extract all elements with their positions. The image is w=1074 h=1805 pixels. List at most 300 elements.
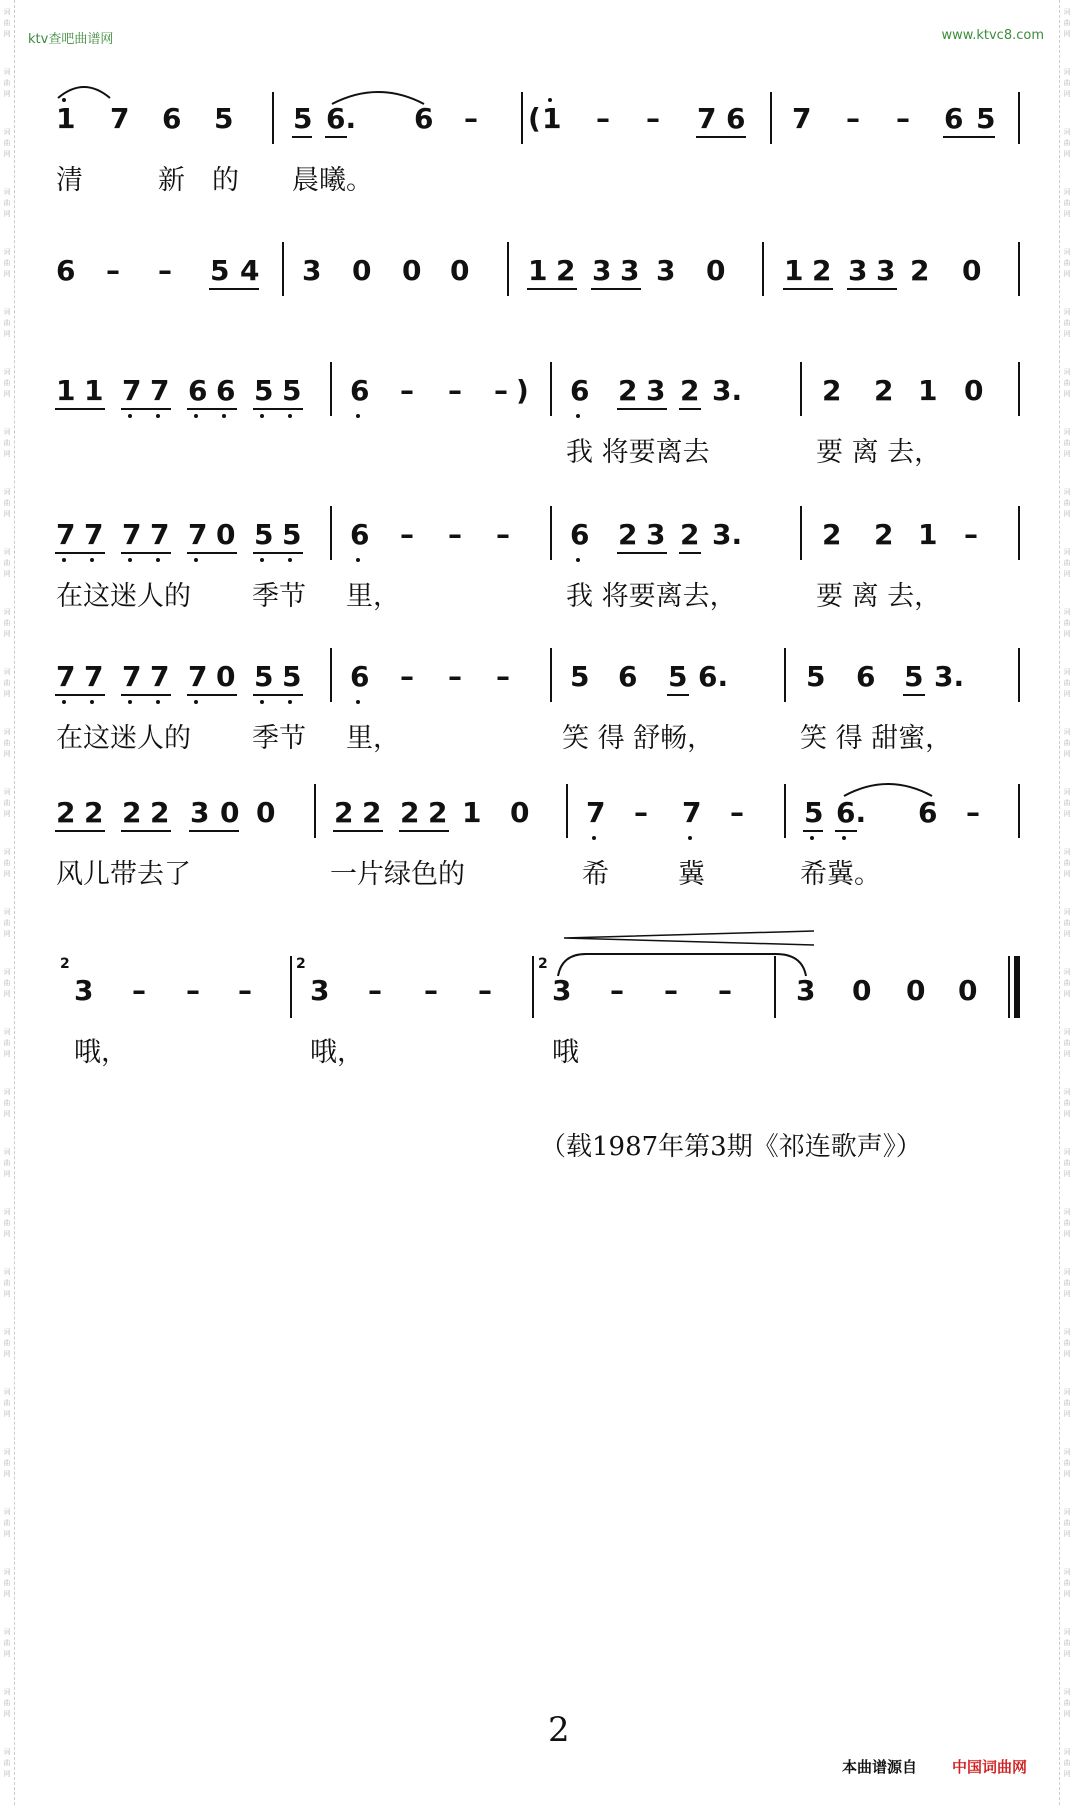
dash: – [478, 974, 492, 1007]
watermark-glyph: 词 [1063, 1748, 1071, 1756]
lyric: 一片绿色的 [330, 859, 465, 890]
watermark-glyph: 词 [1063, 968, 1071, 976]
watermark-glyph: 曲 [1063, 1339, 1071, 1347]
watermark-glyph: 网 [1063, 30, 1071, 38]
watermark-glyph: 词 [1063, 608, 1071, 616]
watermark-glyph: 网 [3, 570, 11, 578]
bar-line [290, 956, 292, 1018]
note: 3 [190, 796, 210, 829]
note: 1 [56, 102, 76, 135]
watermark-glyph: 网 [3, 1530, 11, 1538]
dash: – [106, 254, 120, 287]
watermark-glyph: 曲 [1063, 139, 1071, 147]
dash: – [368, 974, 382, 1007]
lyric: 在这迷人的 [56, 723, 191, 754]
watermark-glyph: 词 [3, 68, 11, 76]
watermark-glyph: 词 [3, 188, 11, 196]
dash: – [718, 974, 732, 1007]
note: 5 [804, 796, 824, 829]
note: 6 [570, 374, 590, 407]
watermark-glyph: 网 [3, 30, 11, 38]
note: 7 [188, 518, 208, 551]
watermark-glyph: 曲 [1063, 199, 1071, 207]
underline [617, 408, 667, 410]
note: 7 [84, 518, 104, 551]
bar-line [784, 784, 786, 838]
note: 6 [570, 518, 590, 551]
note: 2 [680, 374, 700, 407]
note: 0 [216, 660, 236, 693]
note: 6 [350, 518, 370, 551]
note: 2 [874, 374, 894, 407]
note: 5 [214, 102, 234, 135]
final-bar-thick [1014, 956, 1020, 1018]
watermark-glyph: 词 [1063, 548, 1071, 556]
note: 3. [934, 660, 965, 693]
note: 2 [618, 518, 638, 551]
note: 7 [110, 102, 130, 135]
low-dot [62, 700, 66, 704]
lyric: 清 [56, 165, 83, 196]
watermark-glyph: 曲 [1063, 1039, 1071, 1047]
note: 2 [56, 796, 76, 829]
dash: – [664, 974, 678, 1007]
lyric: 哦， [74, 1037, 128, 1068]
watermark-glyph: 曲 [3, 1219, 11, 1227]
note: 0 [852, 974, 872, 1007]
note: 6 [216, 374, 236, 407]
note: 3 [592, 254, 612, 287]
underline [783, 288, 833, 290]
note: 0 [964, 374, 984, 407]
note: 2 [812, 254, 832, 287]
watermark-glyph: 网 [1063, 330, 1071, 338]
watermark-glyph: 曲 [3, 19, 11, 27]
lyric: 季节 [252, 723, 306, 754]
footer-source-site[interactable]: 中国词曲网 [952, 1758, 1028, 1776]
bar-line [762, 242, 764, 296]
watermark-glyph: 词 [1063, 368, 1071, 376]
watermark-glyph: 网 [1063, 990, 1071, 998]
watermark-glyph: 词 [3, 1328, 11, 1336]
dash: – [400, 518, 414, 551]
watermark-glyph: 网 [3, 1230, 11, 1238]
low-dot [288, 414, 292, 418]
underline [121, 552, 171, 554]
note: 0 [706, 254, 726, 287]
watermark-glyph: 曲 [1063, 259, 1071, 267]
watermark-glyph: 词 [1063, 1628, 1071, 1636]
note: 7 [792, 102, 812, 135]
watermark-glyph: 曲 [3, 259, 11, 267]
watermark-glyph: 曲 [3, 1399, 11, 1407]
watermark-glyph: 网 [3, 150, 11, 158]
bar-line [774, 956, 776, 1018]
watermark-glyph: 词 [1063, 788, 1071, 796]
note: 2 [428, 796, 448, 829]
watermark-glyph: 词 [3, 1448, 11, 1456]
note: 2 [556, 254, 576, 287]
note: 7 [56, 518, 76, 551]
underline [253, 408, 303, 410]
underline [189, 830, 239, 832]
note: 6. [326, 102, 357, 135]
note: 6 [56, 254, 76, 287]
watermark-glyph: 词 [3, 848, 11, 856]
watermark-glyph: 网 [1063, 1530, 1071, 1538]
watermark-glyph: 曲 [1063, 79, 1071, 87]
header-left-site[interactable]: ktv查吧曲谱网 [28, 32, 114, 47]
watermark-glyph: 网 [1063, 1470, 1071, 1478]
watermark-glyph: 曲 [3, 1519, 11, 1527]
watermark-glyph: 词 [3, 8, 11, 16]
watermark-glyph: 词 [1063, 1268, 1071, 1276]
note: 5 [570, 660, 590, 693]
watermark-glyph: 词 [3, 428, 11, 436]
dash: – [496, 660, 510, 693]
lyric: 在这迷人的 [56, 581, 191, 612]
low-dot [156, 558, 160, 562]
watermark-glyph: 曲 [1063, 1759, 1071, 1767]
watermark-glyph: 曲 [3, 199, 11, 207]
watermark-glyph: 网 [3, 1710, 11, 1718]
watermark-glyph: 词 [1063, 1088, 1071, 1096]
low-dot [576, 414, 580, 418]
note: 2 [822, 374, 842, 407]
watermark-glyph: 网 [1063, 570, 1071, 578]
note: 2 [362, 796, 382, 829]
underline [835, 830, 857, 832]
watermark-glyph: 曲 [1063, 919, 1071, 927]
note: 3 [302, 254, 322, 287]
watermark-glyph: 词 [3, 128, 11, 136]
lyric: 的 [212, 165, 239, 196]
note: 5 [904, 660, 924, 693]
watermark-glyph: 曲 [3, 1579, 11, 1587]
low-dot [288, 558, 292, 562]
watermark-glyph: 曲 [3, 79, 11, 87]
dash: – [646, 102, 660, 135]
watermark-glyph: 网 [1063, 1770, 1071, 1778]
watermark-glyph: 曲 [1063, 799, 1071, 807]
note: 2 [822, 518, 842, 551]
note: 3 [646, 518, 666, 551]
note: 7 [122, 660, 142, 693]
watermark-glyph: 词 [1063, 1388, 1071, 1396]
note: 3 [876, 254, 896, 287]
note: 2 [910, 254, 930, 287]
watermark-glyph: 曲 [3, 739, 11, 747]
header-right-site[interactable]: www.ktvc8.com [941, 28, 1044, 43]
watermark-glyph: 词 [1063, 128, 1071, 136]
underline [696, 136, 746, 138]
underline [55, 830, 105, 832]
bar-line [1018, 648, 1020, 702]
watermark-glyph: 曲 [1063, 559, 1071, 567]
lyric: 我 将要离去 [566, 437, 710, 468]
watermark-glyph: 词 [3, 668, 11, 676]
watermark-glyph: 网 [1063, 1650, 1071, 1658]
watermark-glyph: 网 [3, 1770, 11, 1778]
dash: – [400, 374, 414, 407]
watermark-glyph: 网 [1063, 1050, 1071, 1058]
bar-line [1018, 784, 1020, 838]
note: 0 [958, 974, 978, 1007]
watermark-glyph: 网 [3, 390, 11, 398]
underline [333, 830, 383, 832]
note: 5 [210, 254, 230, 287]
note: 3. [712, 374, 743, 407]
watermark-glyph: 词 [3, 248, 11, 256]
note: 2 [150, 796, 170, 829]
underline [253, 552, 303, 554]
bar-line [1018, 242, 1020, 296]
low-dot [194, 414, 198, 418]
lyric: 希 [582, 859, 609, 890]
watermark-glyph: 曲 [1063, 619, 1071, 627]
grace-note: 2 [538, 956, 548, 972]
watermark-glyph: 曲 [3, 1699, 11, 1707]
watermark-glyph: 词 [3, 368, 11, 376]
lyric: 要 离 去， [816, 437, 942, 468]
watermark-glyph: 曲 [1063, 1159, 1071, 1167]
low-dot [156, 700, 160, 704]
watermark-glyph: 词 [1063, 1508, 1071, 1516]
watermark-glyph: 网 [3, 990, 11, 998]
note: 7 [682, 796, 702, 829]
note: 5 [254, 518, 274, 551]
note: 0 [450, 254, 470, 287]
watermark-glyph: 曲 [1063, 1579, 1071, 1587]
underline [679, 408, 701, 410]
watermark-glyph: 网 [1063, 630, 1071, 638]
underline [617, 552, 667, 554]
watermark-glyph: 网 [3, 690, 11, 698]
watermark-glyph: 词 [3, 908, 11, 916]
watermark-glyph: 网 [3, 1410, 11, 1418]
watermark-glyph: 词 [1063, 1148, 1071, 1156]
note: 5 [282, 374, 302, 407]
watermark-glyph: 曲 [1063, 499, 1071, 507]
bar-line [282, 242, 284, 296]
low-dot [128, 700, 132, 704]
note: 1 [918, 518, 938, 551]
note: 3 [848, 254, 868, 287]
watermark-glyph: 词 [3, 1748, 11, 1756]
watermark-glyph: 曲 [3, 859, 11, 867]
watermark-glyph: 网 [1063, 870, 1071, 878]
underline [187, 694, 237, 696]
low-dot [156, 414, 160, 418]
note: 5 [668, 660, 688, 693]
lyric: 笑 得 舒畅， [562, 723, 715, 754]
lyric: 晨曦。 [292, 165, 373, 196]
dash: – [964, 518, 978, 551]
watermark-glyph: 曲 [1063, 19, 1071, 27]
watermark-glyph: 曲 [1063, 679, 1071, 687]
watermark-glyph: 网 [3, 1110, 11, 1118]
watermark-glyph: 词 [1063, 1568, 1071, 1576]
watermark-glyph: 网 [1063, 510, 1071, 518]
watermark-glyph: 词 [1063, 428, 1071, 436]
dash: – [448, 518, 462, 551]
note: 5 [282, 518, 302, 551]
bar-line [330, 648, 332, 702]
watermark-glyph: 曲 [3, 1279, 11, 1287]
watermark-glyph: 词 [3, 728, 11, 736]
tie [842, 778, 938, 798]
bar-line [1018, 92, 1020, 144]
note: 7 [697, 102, 717, 135]
page-number: 2 [548, 1710, 570, 1750]
note: 0 [402, 254, 422, 287]
note: 5 [976, 102, 996, 135]
watermark-glyph: 曲 [1063, 1519, 1071, 1527]
paren-open: ( [528, 102, 541, 135]
low-dot [356, 700, 360, 704]
note: 6 [350, 660, 370, 693]
watermark-glyph: 网 [3, 330, 11, 338]
watermark-glyph: 网 [1063, 90, 1071, 98]
note: 3 [796, 974, 816, 1007]
dash: – [494, 374, 508, 407]
slur [56, 80, 116, 100]
watermark-glyph: 曲 [3, 1339, 11, 1347]
watermark-glyph: 网 [1063, 930, 1071, 938]
underline [121, 830, 171, 832]
watermark-glyph: 词 [1063, 728, 1071, 736]
watermark-glyph: 词 [1063, 308, 1071, 316]
low-dot [810, 836, 814, 840]
watermark-glyph: 曲 [1063, 1279, 1071, 1287]
underline [187, 408, 237, 410]
underline [121, 408, 171, 410]
watermark-glyph: 网 [1063, 1410, 1071, 1418]
note: 5 [806, 660, 826, 693]
bar-line [330, 506, 332, 560]
watermark-glyph: 词 [3, 1388, 11, 1396]
watermark-glyph: 网 [3, 750, 11, 758]
note: 0 [256, 796, 276, 829]
watermark-glyph: 词 [1063, 8, 1071, 16]
underline [292, 136, 312, 138]
watermark-glyph: 词 [3, 1508, 11, 1516]
dash: – [448, 374, 462, 407]
watermark-glyph: 网 [3, 870, 11, 878]
bar-line [521, 92, 523, 144]
watermark-glyph: 词 [3, 608, 11, 616]
watermark-glyph: 词 [3, 1688, 11, 1696]
watermark-glyph: 曲 [3, 1759, 11, 1767]
note: 5 [293, 102, 313, 135]
note: 3 [620, 254, 640, 287]
lyric: 里， [346, 581, 400, 612]
watermark-glyph: 曲 [3, 1459, 11, 1467]
note: 7 [122, 374, 142, 407]
bar-line [1018, 362, 1020, 416]
watermark-glyph: 词 [3, 1628, 11, 1636]
note: 1 [84, 374, 104, 407]
lyric: 笑 得 甜蜜， [800, 723, 953, 754]
watermark-glyph: 词 [3, 1148, 11, 1156]
watermark-glyph: 词 [1063, 1208, 1071, 1216]
watermark-glyph: 网 [1063, 1290, 1071, 1298]
note: 1 [542, 102, 562, 135]
dash: – [464, 102, 478, 135]
dash: – [634, 796, 648, 829]
watermark-glyph: 曲 [1063, 1219, 1071, 1227]
high-dot [62, 98, 66, 102]
lyric: 风儿带去了 [56, 859, 191, 890]
watermark-glyph: 网 [3, 1350, 11, 1358]
note: 3 [656, 254, 676, 287]
low-dot [90, 558, 94, 562]
watermark-glyph: 曲 [3, 919, 11, 927]
note: 6 [726, 102, 746, 135]
grace-note: 2 [60, 956, 70, 972]
note: 1 [56, 374, 76, 407]
watermark-glyph: 曲 [3, 1639, 11, 1647]
watermark-glyph: 曲 [1063, 319, 1071, 327]
low-dot [576, 558, 580, 562]
note: 6. [698, 660, 729, 693]
watermark-glyph: 曲 [1063, 1699, 1071, 1707]
watermark-glyph: 词 [3, 308, 11, 316]
source-credit: （载1987年第3期《祁连歌声》） [540, 1132, 922, 1162]
note: 5 [254, 374, 274, 407]
watermark-glyph: 曲 [1063, 379, 1071, 387]
low-dot [128, 414, 132, 418]
watermark-glyph: 网 [3, 270, 11, 278]
note: 6 [414, 102, 434, 135]
bar-line [800, 362, 802, 416]
watermark-glyph: 曲 [3, 799, 11, 807]
watermark-glyph: 网 [3, 1170, 11, 1178]
watermark-glyph: 网 [1063, 1230, 1071, 1238]
lyric: 哦， [310, 1037, 364, 1068]
underline [847, 288, 897, 290]
dash: – [730, 796, 744, 829]
bar-line [800, 506, 802, 560]
note: 7 [188, 660, 208, 693]
underline [679, 552, 701, 554]
high-dot [548, 98, 552, 102]
bar-line [550, 648, 552, 702]
note: 6 [188, 374, 208, 407]
watermark-glyph: 词 [3, 788, 11, 796]
underline [55, 694, 105, 696]
watermark-glyph: 词 [1063, 1688, 1071, 1696]
bar-line [272, 92, 274, 144]
watermark-glyph: 曲 [3, 619, 11, 627]
watermark-glyph: 网 [3, 1050, 11, 1058]
watermark-glyph: 词 [1063, 668, 1071, 676]
watermark-glyph: 网 [3, 90, 11, 98]
dash: – [596, 102, 610, 135]
dash: – [896, 102, 910, 135]
note: 1 [918, 374, 938, 407]
underline [55, 408, 105, 410]
note: 2 [680, 518, 700, 551]
bar-line [770, 92, 772, 144]
bar-line [784, 648, 786, 702]
low-dot [356, 414, 360, 418]
note: 2 [84, 796, 104, 829]
watermark-glyph: 曲 [3, 1039, 11, 1047]
note: 2 [334, 796, 354, 829]
lyric: 要 离 去， [816, 581, 942, 612]
bar-line [314, 784, 316, 838]
